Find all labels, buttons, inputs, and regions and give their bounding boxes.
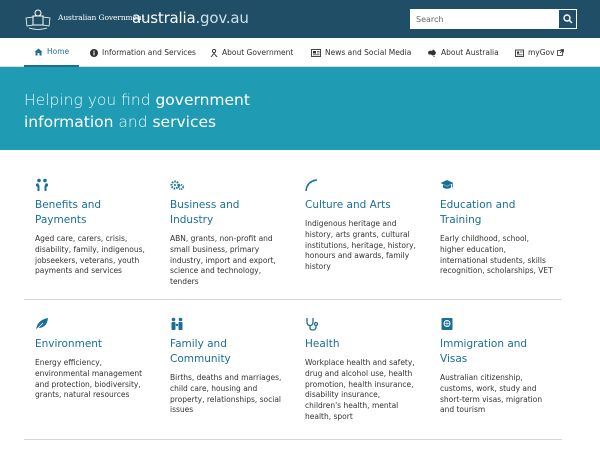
category-desc-line: honours and awards, family [305,251,410,261]
category-desc-line: history [305,262,331,272]
category-title-line-2: Training [440,214,482,226]
category-title[interactable] [305,198,391,213]
category-title-line-2: Industry [170,214,214,226]
passport-icon [440,317,454,331]
category-family-community[interactable] [170,317,295,422]
category-description [35,234,145,277]
category-desc-line: disability insurance, [305,390,381,400]
category-desc-line: health, sport [305,411,353,421]
category-description [305,358,415,423]
search-input[interactable] [410,9,558,29]
category-title-line-1: Benefits and [35,199,102,211]
category-culture-arts[interactable] [305,178,430,278]
category-desc-line: promotion, health insurance, [305,379,414,389]
category-title-line-1: Education and [440,199,516,211]
category-description [440,234,553,277]
category-desc-line: environmental management [35,368,143,378]
nav-news-social-media-label: News and Social Media [325,48,412,57]
category-desc-line: Energy efficiency, [35,358,103,367]
category-title[interactable] [170,337,231,367]
main-nav [0,38,600,67]
home-icon [34,48,43,56]
category-desc-line: customs, work, study and [440,383,537,393]
category-desc-line: small business, primary [170,244,260,254]
nav-about-government-label: About Government [222,48,294,57]
category-desc-line: higher education, [440,244,507,254]
category-desc-line: and protection, biodiversity, [35,379,141,389]
nav-about-government[interactable] [210,38,293,67]
row-divider [24,299,562,300]
hero-part-3: information [24,113,114,131]
category-immigration-visas[interactable] [440,317,565,417]
category-desc-line: Early childhood, school, [440,234,530,243]
hero-part-5: services [152,113,217,131]
category-title-line-1: Business and [170,199,240,211]
family-icon [170,317,184,331]
category-title-line-1: Family and [170,338,227,350]
category-description [35,358,142,401]
person-icon [210,49,218,57]
top-header [0,0,600,38]
category-desc-line: tenders [170,277,199,287]
category-desc-line: and tourism [440,405,486,415]
category-desc-line: grants, natural resources [35,390,130,400]
hero-banner [0,67,600,150]
category-title-line-2: Payments [35,214,87,226]
row-divider [24,439,562,440]
category-title-line-1: Environment [35,338,103,350]
category-desc-line: science and technology, [170,266,262,276]
site-brand[interactable] [132,9,249,27]
category-desc-line: issues [170,405,194,415]
graduation-cap-icon [440,178,454,192]
category-desc-line: property, relationships, social [170,394,282,404]
category-title-line-1: Culture and Arts [305,199,391,211]
mygov-icon [515,49,524,57]
category-desc-line: Indigenous heritage and [305,219,397,228]
government-name: Australian Government [58,13,145,22]
category-desc-line: child care, housing and [170,383,258,393]
nav-information-services-label: Information and Services [102,48,196,57]
leaf-icon [35,317,49,331]
category-title-line-2: Community [170,353,231,365]
category-environment[interactable] [35,317,160,407]
category-desc-line: Aged care, carers, crisis, [35,234,128,243]
category-desc-line: jobseekers, veterans, youth [35,255,140,265]
newspaper-icon [311,49,321,57]
category-desc-line: Australian citizenship, [440,373,523,382]
category-desc-line: children's health, mental [305,401,399,411]
category-desc-line: disability, family, indigenous, [35,244,145,254]
category-desc-line: Workplace health and safety, [305,358,415,367]
search-button[interactable] [558,9,577,29]
hero-tagline [24,89,344,133]
nav-about-australia-label: About Australia [441,48,499,57]
category-desc-line: history, arts grants, cultural [305,229,410,239]
category-desc-line: ABN, grants, non-profit and [170,234,273,243]
info-icon [90,49,98,57]
category-desc-line: Births, deaths and marriages, [170,373,282,382]
category-title[interactable] [35,337,102,352]
category-business-industry[interactable] [170,178,295,293]
category-description [170,373,281,416]
gears-icon [170,178,184,192]
australia-map-icon [427,49,437,57]
category-desc-line: institutions, heritage, history, [305,240,416,250]
nav-about-australia[interactable] [427,38,499,67]
category-desc-line: recognition, scholarships, VET [440,266,553,276]
category-title[interactable] [440,337,527,367]
stethoscope-icon [305,317,319,331]
brand-suffix: .gov.au [195,9,249,27]
hero-part-4: and [113,113,153,131]
category-title[interactable] [305,337,339,352]
category-title-line-1: Immigration and [440,338,528,350]
hero-part-2: government [155,91,250,109]
hands-icon [35,178,49,192]
category-title-line-2: Visas [440,353,468,365]
category-education-training[interactable] [440,178,565,283]
category-description [170,234,276,288]
category-desc-line: payments and services [35,266,122,276]
external-link-icon [557,49,564,56]
nav-news-social-media[interactable] [311,38,411,67]
nav-information-services[interactable] [90,38,196,67]
brand-main: australia [132,9,196,27]
category-title-line-1: Health [305,338,340,350]
category-description [440,373,542,416]
category-title[interactable] [35,198,101,228]
nav-home-label: Home [47,47,70,56]
hero-part-1: Helping you find [24,91,156,109]
category-description [305,219,416,273]
nav-home[interactable] [24,38,79,67]
category-desc-line: drug and alcohol use, health [305,368,413,378]
category-benefits-payments[interactable] [35,178,160,288]
category-desc-line: international students, skills [440,255,546,265]
category-title[interactable] [170,198,239,228]
search-icon [563,14,573,24]
nav-mygov-label: myGov [528,48,555,57]
nav-mygov[interactable] [515,38,564,67]
category-desc-line: industry, import and export, [170,255,276,265]
boomerang-icon [305,178,319,192]
coat-of-arms-icon[interactable] [24,6,52,32]
category-health[interactable] [305,317,430,427]
category-desc-line: short-term visas, migration [440,394,543,404]
category-title[interactable] [440,198,515,228]
